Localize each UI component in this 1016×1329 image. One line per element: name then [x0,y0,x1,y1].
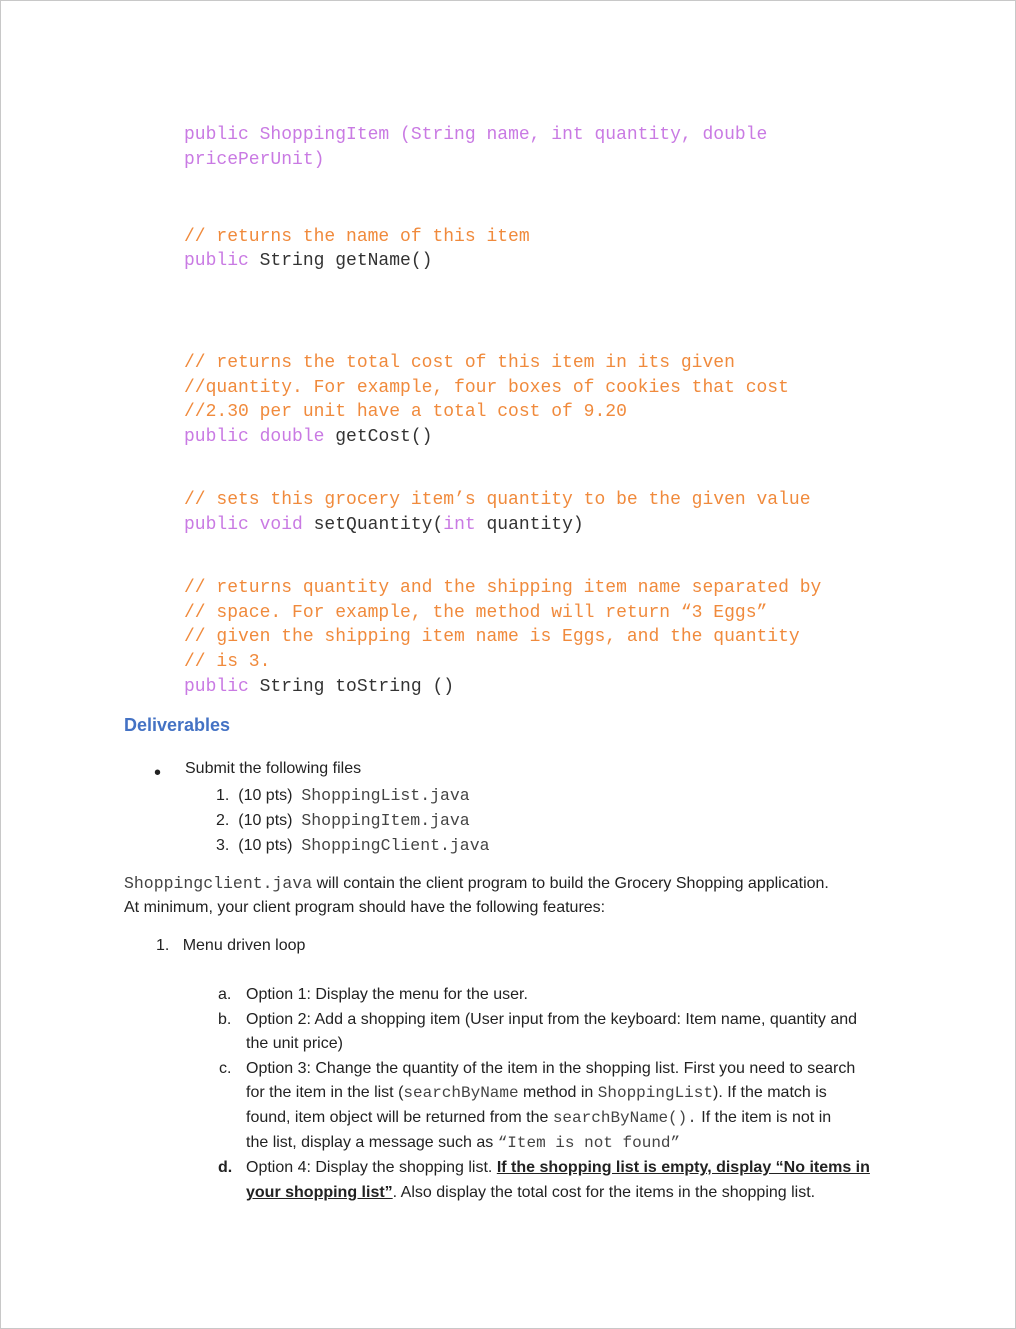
code-comment-get-name: // returns the name of this item [184,227,530,247]
option-c-text-line3 [246,1109,831,1127]
code-comment-to-string-2: // space. For example, the method will return “3 Eggs” [184,603,768,623]
inline-code: ShoppingList [597,1084,713,1102]
option-b-text-line2: the unit price) [246,1035,343,1052]
file-points: (10 pts) [238,812,293,829]
code-constructor-line1 [184,123,767,148]
file-name: ShoppingClient.java [301,836,490,855]
client-file-name: Shoppingclient.java [124,874,313,893]
option-d-text-line2 [246,1184,815,1202]
code-to-string-signature [184,675,454,700]
option-c-text-line2 [246,1084,827,1102]
inline-code: searchByName [403,1084,519,1102]
emphasis-text: If the shopping list is empty, display “No items in [496,1159,870,1176]
file-points: (10 pts) [238,787,293,804]
code-keyword: public void [184,515,303,535]
deliverables-heading: Deliverables [124,715,231,735]
file-name: ShoppingList.java [301,786,470,805]
code-text: setQuantity( [302,515,444,535]
text: for the item in the list ( [246,1084,404,1101]
code-keyword: public [184,251,249,271]
code-comment-to-string-1: // returns quantity and the shipping item name separated by [184,578,822,598]
option-a-label: a. [218,986,232,1003]
code-keyword: public [184,125,249,145]
option-c-label: c. [219,1060,232,1077]
text: If the item is not in [696,1109,832,1126]
text: found, item object will be returned from the [246,1109,553,1126]
file-number: 3. [216,837,230,854]
file-item-2 [216,811,470,830]
code-constructor-line2 [184,148,324,173]
code-keyword: pricePerUnit) [184,150,325,170]
code-comment-to-string-4: // is 3. [184,652,271,672]
file-points: (10 pts) [238,837,293,854]
option-c-text-line1: Option 3: Change the quantity of the item in the shopping list. First you need to search [246,1060,856,1077]
file-number: 1. [216,787,230,804]
inline-code: searchByName(). [552,1109,697,1127]
code-comment-to-string-3: // given the shipping item name is Eggs, and the quantity [184,627,800,647]
text: the list, display a message such as [246,1134,498,1151]
option-d-label: d. [218,1159,233,1176]
text: Option 4: Display the shopping list. [246,1159,497,1176]
client-description-text: will contain the client program to build the Grocery Shopping application. [312,875,829,892]
option-b-label: b. [218,1011,232,1028]
code-text: quantity) [475,515,584,535]
code-get-name-signature [184,249,432,274]
code-text: ShoppingItem [248,125,401,145]
code-set-quantity-signature [184,513,584,538]
code-comment-get-cost-1: // returns the total cost of this item in its given [184,353,735,373]
code-text: getCost() [324,427,433,447]
feature-item-1 [156,937,305,955]
option-a-text: Option 1: Display the menu for the user. [246,986,528,1003]
code-keyword: (String name, int quantity, double [400,125,768,145]
option-d-text-line1 [246,1159,870,1177]
emphasis-text: your shopping list” [246,1184,393,1201]
code-comment-get-cost-3: //2.30 per unit have a total cost of 9.20 [184,402,627,422]
code-get-cost-signature [184,425,432,450]
code-comment-get-cost-2: //quantity. For example, four boxes of cookies that cost [184,378,789,398]
code-keyword: public double [184,427,325,447]
client-description-line1 [124,874,829,893]
text: ). If the match is [712,1084,827,1101]
code-text: String toString () [248,677,455,697]
code-keyword: int [443,515,476,535]
text: method in [518,1084,598,1101]
file-item-1 [216,786,470,805]
file-item-3 [216,836,490,855]
code-keyword: public [184,677,249,697]
feature-number: 1. [156,937,170,954]
option-c-text-line4 [246,1134,680,1152]
bullet-icon: • [154,762,162,784]
file-name: ShoppingItem.java [301,811,470,830]
client-description-line2: At minimum, your client program should have the following features: [124,899,606,916]
code-comment-set-quantity: // sets this grocery item’s quantity to be the given value [184,490,811,510]
inline-code: “Item is not found” [497,1134,681,1152]
option-b-text-line1: Option 2: Add a shopping item (User input from the keyboard: Item name, quantity and [246,1011,858,1028]
file-number: 2. [216,812,230,829]
text: . Also display the total cost for the items in the shopping list. [392,1184,816,1201]
feature-text: Menu driven loop [182,937,306,954]
code-text: String getName() [248,251,433,271]
deliverables-bullet-text: Submit the following files [185,760,362,777]
